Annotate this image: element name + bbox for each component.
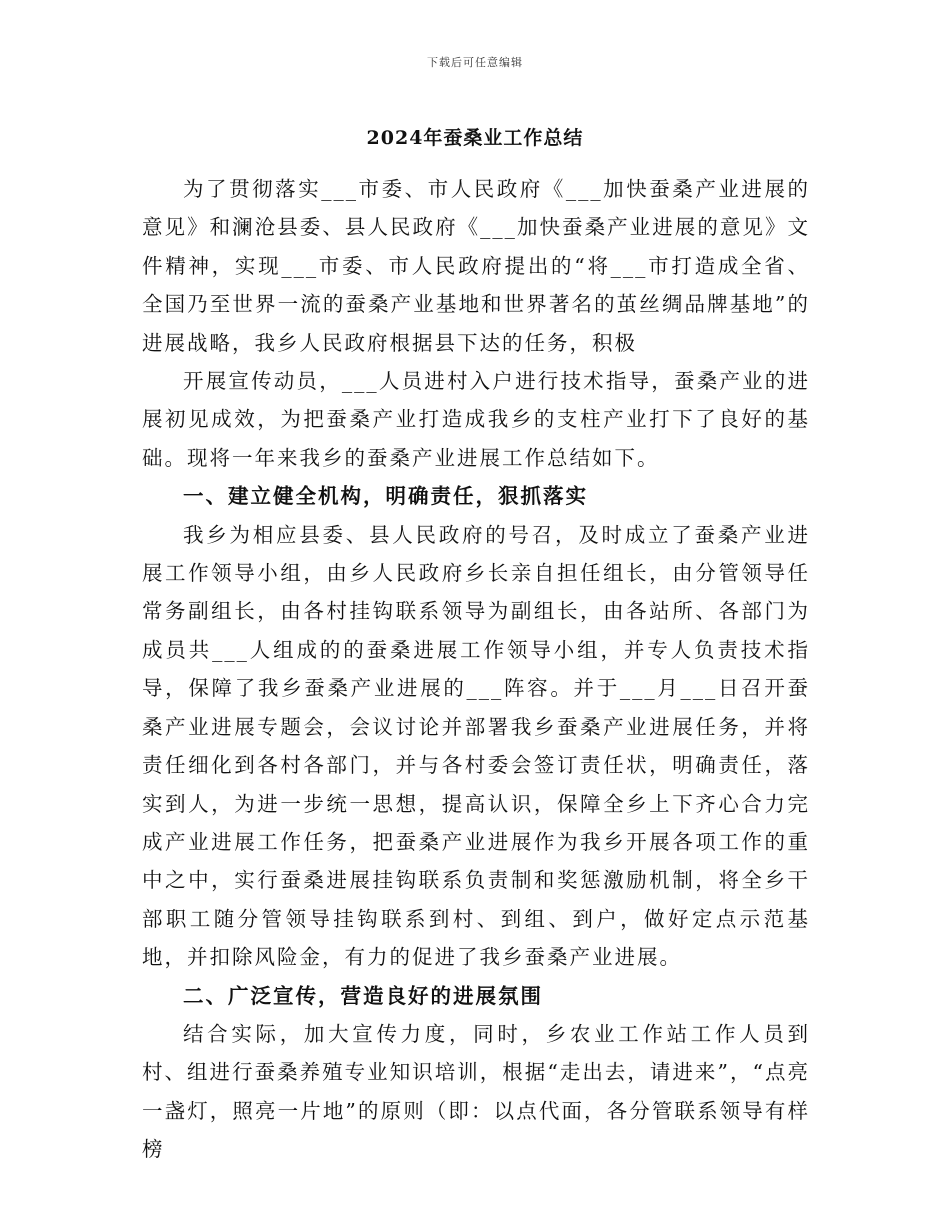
section-heading-2: 二、广泛宣传，营造良好的进展氛围 xyxy=(183,983,543,1008)
page-header-note: 下载后可任意编辑 xyxy=(427,56,523,69)
paragraph-intro: 为了贯彻落实___市委、市人民政府《___加快蚕桑产业进展的意见》和澜沧县委、县人民政府《___加快蚕桑产业进展的意见》文件精神，实现___市委、市人民政府提出的“将___市打造成全省、全国乃至世界一流的蚕桑产业基地和世界著名的茧丝绸品牌基地”的进展战略，我乡人民政府根据县下达的任务，积极 xyxy=(142,177,810,355)
paragraph-intro-continued: 开展宣传动员，___人员进村入户进行技术指导，蚕桑产业的进展初见成效，为把蚕桑产业打造成我乡的支柱产业打下了良好的基础。现将一年来我乡的蚕桑产业进展工作总结如下。 xyxy=(142,369,810,470)
document-body xyxy=(142,170,810,1169)
document-title: 2024年蚕桑业工作总结 xyxy=(366,127,584,149)
paragraph-section-1: 我乡为相应县委、县人民政府的号召，及时成立了蚕桑产业进展工作领导小组，由乡人民政府乡长亲自担任组长，由分管领导任常务副组长，由各村挂钩联系领导为副组长，由各站所、各部门为成员共___人组成的的蚕桑进展工作领导小组，并专人负责技术指导，保障了我乡蚕桑产业进展的___阵容。并于___月___日召开蚕桑产业进展专题会，会议讨论并部署我乡蚕桑产业进展任务，并将责任细化到各村各部门，并与各村委会签订责任状，明确责任，落实到人，为进一步统一思想，提高认识，保障全乡上下齐心合力完成产业进展工作任务，把蚕桑产业进展作为我乡开展各项工作的重中之中，实行蚕桑进展挂钩联系负责制和奖惩激励机制，将全乡干部职工随分管领导挂钩联系到村、到组、到户，做好定点示范基地，并扣除风险金，有力的促进了我乡蚕桑产业进展。 xyxy=(142,522,810,970)
section-heading-1: 一、建立健全机构，明确责任，狠抓落实 xyxy=(183,484,588,509)
paragraph-section-2: 结合实际，加大宣传力度，同时，乡农业工作站工作人员到村、组进行蚕桑养殖专业知识培训，根据“走出去，请进来”，“点亮一盏灯，照亮一片地”的原则（即：以点代面，各分管联系领导有样榜 xyxy=(142,1021,810,1162)
